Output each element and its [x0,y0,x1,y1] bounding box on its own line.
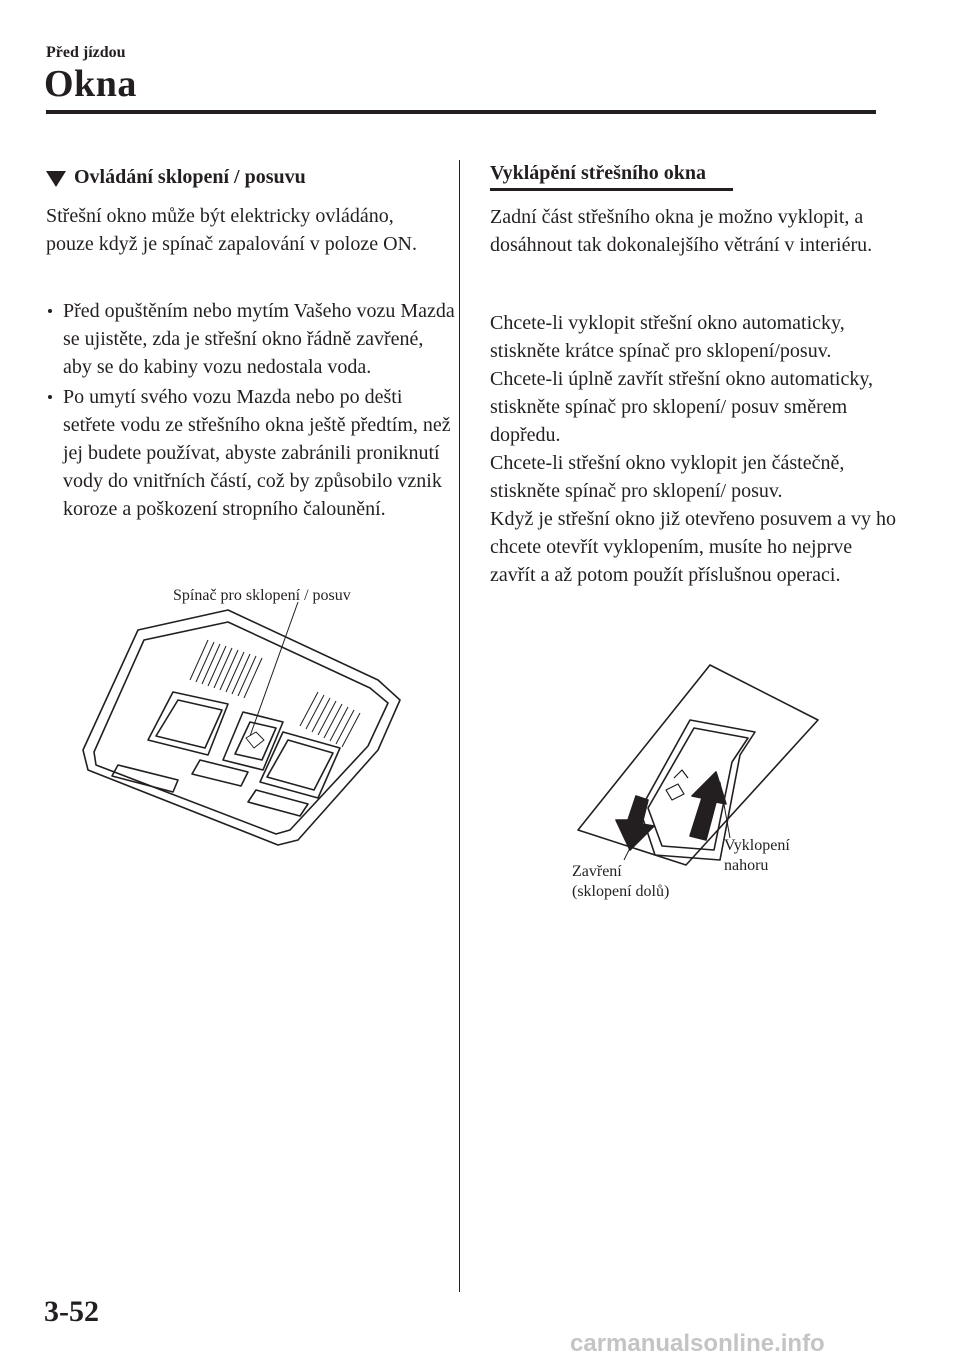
subsection-heading: Vyklápění střešního okna [490,162,706,184]
watermark: carmanualsonline.info [570,1330,825,1357]
header-rule [46,110,876,114]
triangle-bullet-icon [46,171,66,187]
subsection-underline [490,188,733,191]
column-divider [459,160,460,1292]
figure-caption-switch: Spínač pro sklopení / posuv [173,587,351,604]
bullet-dot-icon [48,309,52,313]
bullet-dot-icon [48,395,52,399]
intro-paragraph: Střešní okno může být elektricky ovládáno, pouze když je spínač zapalování v poloze ON. [46,205,417,255]
tilt-description: Zadní část střešního okna je možno vyklopit, a dosáhnout tak dokonalejšího větrání v interiéru. [490,206,873,256]
page-number: 3-52 [44,1295,99,1328]
page-title: Okna [44,63,137,105]
figure-label-close: Zavření (sklopení dolů) [572,863,670,900]
list-item-text: Před opuštěním nebo mytím Vašeho vozu Mazda se ujistěte, zda je střešní okno řádně zavřené, aby se do kabiny vozu nedostala voda. [63,300,455,378]
figure-label-tilt-up: Vyklopení nahoru [724,837,790,874]
list-item [46,383,456,523]
list-item-text: Po umytí svého vozu Mazda nebo po dešti setřete vodu ze střešního okna ještě předtím, než jej budete používat, abyste zabránili proniknutí vody do vnitřních částí, což by způsobilo vznik koroze a poškození stropního čalounění. [63,386,451,520]
section-heading [46,166,306,189]
section-heading-text: Ovládání sklopení / posuvu [74,166,306,188]
overhead-console-illustration [78,600,408,850]
list-item [46,297,456,381]
chapter-label: Před jízdou [46,44,126,61]
caution-list [46,297,456,525]
tilt-instructions: Chcete-li vyklopit střešní okno automaticky, stiskněte krátce spínač pro sklopení/posuv. Chcete-li úplně zavřít střešní okno automaticky, stiskněte spínač pro sklopení/ posuv směrem dopředu. Chcete-li střešní okno vyklopit jen částečně, stiskněte spínač pro sklopení/ posuv. Když je střešní okno již otevřeno posuvem a vy ho chcete otevřít vyklopením, musíte ho nejprve zavřít a až potom použít příslušnou operaci. [490,312,897,586]
